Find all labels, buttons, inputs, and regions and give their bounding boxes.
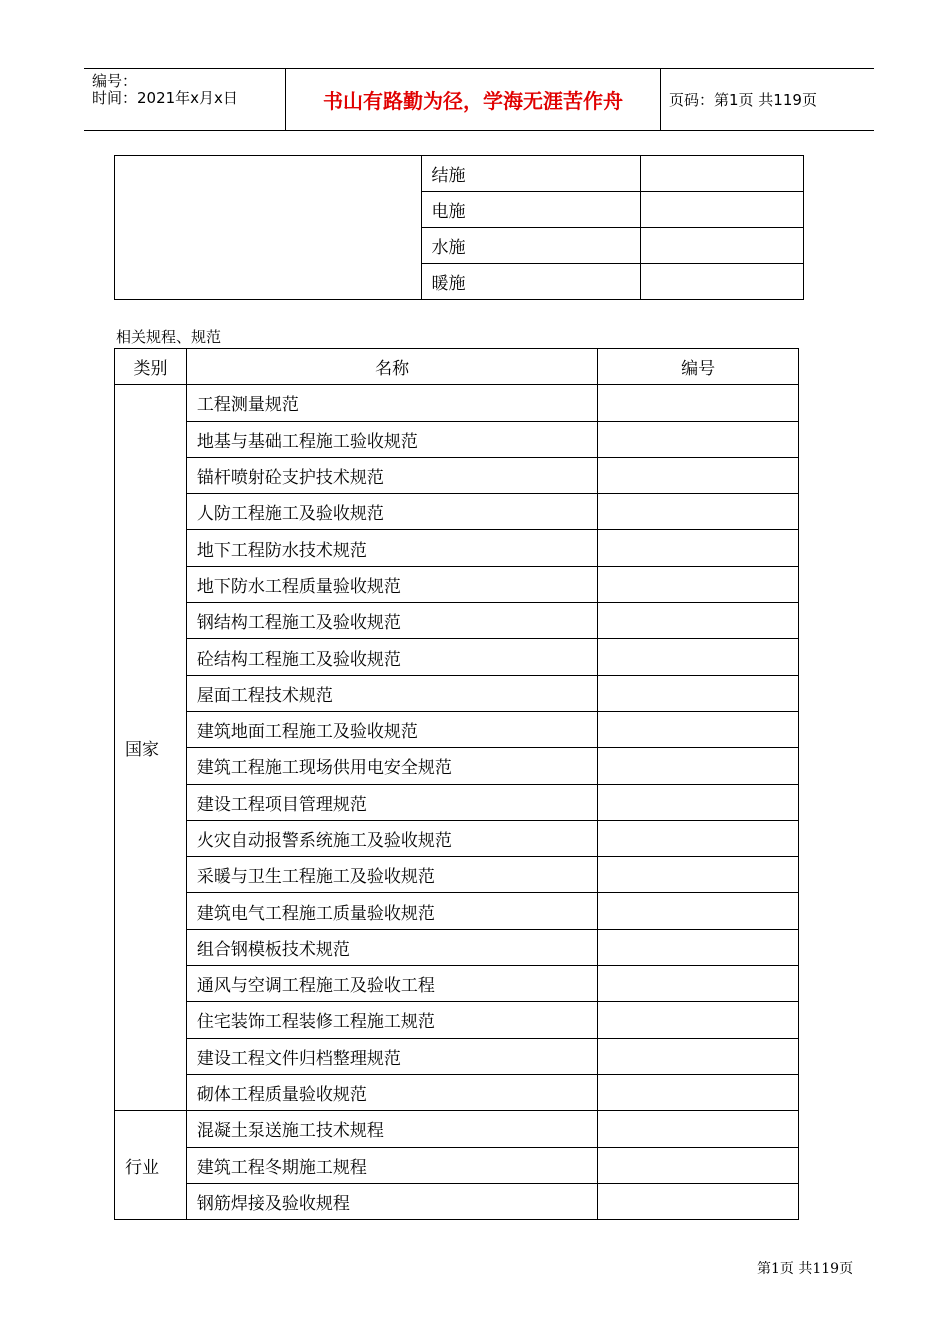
standard-name-cell: 屋面工程技术规范 bbox=[186, 675, 597, 711]
standard-name-cell: 地下防水工程质量验收规范 bbox=[186, 566, 597, 602]
standard-number-cell bbox=[598, 1074, 799, 1110]
standard-name-cell: 建设工程项目管理规范 bbox=[186, 784, 597, 820]
drawing-table bbox=[114, 155, 804, 300]
category-cell: 国家 bbox=[115, 385, 187, 1111]
standard-name-cell: 混凝土泵送施工技术规程 bbox=[186, 1111, 597, 1147]
standard-number-cell bbox=[598, 385, 799, 421]
standard-name-cell: 工程测量规范 bbox=[186, 385, 597, 421]
standard-number-cell bbox=[598, 639, 799, 675]
table-row bbox=[115, 566, 799, 602]
standard-name-cell: 砼结构工程施工及验收规范 bbox=[186, 639, 597, 675]
table-row bbox=[115, 1147, 799, 1183]
table-row bbox=[115, 1183, 799, 1219]
table-header-row bbox=[115, 349, 799, 385]
page-header bbox=[84, 68, 874, 131]
standard-name-cell: 建筑电气工程施工质量验收规范 bbox=[186, 893, 597, 929]
category-header: 类别 bbox=[115, 349, 187, 385]
table-row bbox=[115, 929, 799, 965]
standard-number-cell bbox=[598, 1038, 799, 1074]
standards-table bbox=[114, 348, 799, 1220]
standards-caption: 相关规程、规范 bbox=[116, 328, 222, 346]
standard-number-cell bbox=[598, 1147, 799, 1183]
standard-number-cell bbox=[598, 711, 799, 747]
table-row bbox=[115, 966, 799, 1002]
standard-number-cell bbox=[598, 530, 799, 566]
category-cell: 行业 bbox=[115, 1111, 187, 1220]
table-row bbox=[115, 820, 799, 856]
standard-name-cell: 钢结构工程施工及验收规范 bbox=[186, 603, 597, 639]
standard-name-cell: 建筑工程冬期施工规程 bbox=[186, 1147, 597, 1183]
standard-number-cell bbox=[598, 857, 799, 893]
table-row bbox=[115, 603, 799, 639]
blank-cell bbox=[641, 264, 804, 300]
page-footer: 第1页 共119页 bbox=[757, 1261, 854, 1277]
table-row bbox=[115, 748, 799, 784]
table-row bbox=[115, 639, 799, 675]
standard-name-cell: 人防工程施工及验收规范 bbox=[186, 494, 597, 530]
standard-name-cell: 住宅装饰工程装修工程施工规范 bbox=[186, 1002, 597, 1038]
table-row bbox=[115, 784, 799, 820]
time-label: 时间：2021年x月x日 bbox=[92, 89, 238, 107]
drawing-type-cell: 水施 bbox=[421, 228, 641, 264]
standard-number-cell bbox=[598, 603, 799, 639]
standard-number-cell bbox=[598, 748, 799, 784]
standard-number-cell bbox=[598, 1002, 799, 1038]
standard-number-cell bbox=[598, 1111, 799, 1147]
blank-cell bbox=[641, 156, 804, 192]
table-row bbox=[115, 1074, 799, 1110]
standard-name-cell: 钢筋焊接及验收规程 bbox=[186, 1183, 597, 1219]
drawing-type-cell: 电施 bbox=[421, 192, 641, 228]
standard-number-cell bbox=[598, 820, 799, 856]
standard-number-cell bbox=[598, 1183, 799, 1219]
standard-name-cell: 建筑地面工程施工及验收规范 bbox=[186, 711, 597, 747]
name-header: 名称 bbox=[186, 349, 597, 385]
standard-number-cell bbox=[598, 929, 799, 965]
standard-number-cell bbox=[598, 893, 799, 929]
standard-name-cell: 采暖与卫生工程施工及验收规范 bbox=[186, 857, 597, 893]
standard-name-cell: 地基与基础工程施工验收规范 bbox=[186, 421, 597, 457]
header-meta bbox=[84, 69, 285, 130]
header-page-label: 页码：第1页 共119页 bbox=[669, 91, 817, 109]
table-row bbox=[115, 1111, 799, 1147]
blank-cell bbox=[641, 192, 804, 228]
standard-number-cell bbox=[598, 566, 799, 602]
table-row bbox=[115, 385, 799, 421]
standard-number-cell bbox=[598, 675, 799, 711]
standard-number-cell bbox=[598, 457, 799, 493]
drawing-type-cell: 暖施 bbox=[421, 264, 641, 300]
table-row bbox=[115, 494, 799, 530]
standard-number-cell bbox=[598, 494, 799, 530]
table-row bbox=[115, 1038, 799, 1074]
table-row bbox=[115, 711, 799, 747]
standard-number-cell bbox=[598, 784, 799, 820]
table-row bbox=[115, 1002, 799, 1038]
number-label: 编号： bbox=[92, 72, 138, 90]
table-row bbox=[115, 156, 804, 192]
table-row bbox=[115, 457, 799, 493]
table-row bbox=[115, 421, 799, 457]
standard-name-cell: 砌体工程质量验收规范 bbox=[186, 1074, 597, 1110]
standard-number-cell bbox=[598, 421, 799, 457]
standard-name-cell: 火灾自动报警系统施工及验收规范 bbox=[186, 820, 597, 856]
table-row bbox=[115, 857, 799, 893]
table-row bbox=[115, 675, 799, 711]
blank-cell bbox=[115, 156, 422, 300]
table-row bbox=[115, 530, 799, 566]
standard-name-cell: 通风与空调工程施工及验收工程 bbox=[186, 966, 597, 1002]
standard-number-cell bbox=[598, 966, 799, 1002]
number-header: 编号 bbox=[598, 349, 799, 385]
standard-name-cell: 地下工程防水技术规范 bbox=[186, 530, 597, 566]
drawing-type-cell: 结施 bbox=[421, 156, 641, 192]
standard-name-cell: 锚杆喷射砼支护技术规范 bbox=[186, 457, 597, 493]
blank-cell bbox=[641, 228, 804, 264]
standard-name-cell: 组合钢模板技术规范 bbox=[186, 929, 597, 965]
header-motto: 书山有路勤为径，学海无涯苦作舟 bbox=[285, 69, 661, 130]
table-row bbox=[115, 893, 799, 929]
standard-name-cell: 建筑工程施工现场供用电安全规范 bbox=[186, 748, 597, 784]
standard-name-cell: 建设工程文件归档整理规范 bbox=[186, 1038, 597, 1074]
